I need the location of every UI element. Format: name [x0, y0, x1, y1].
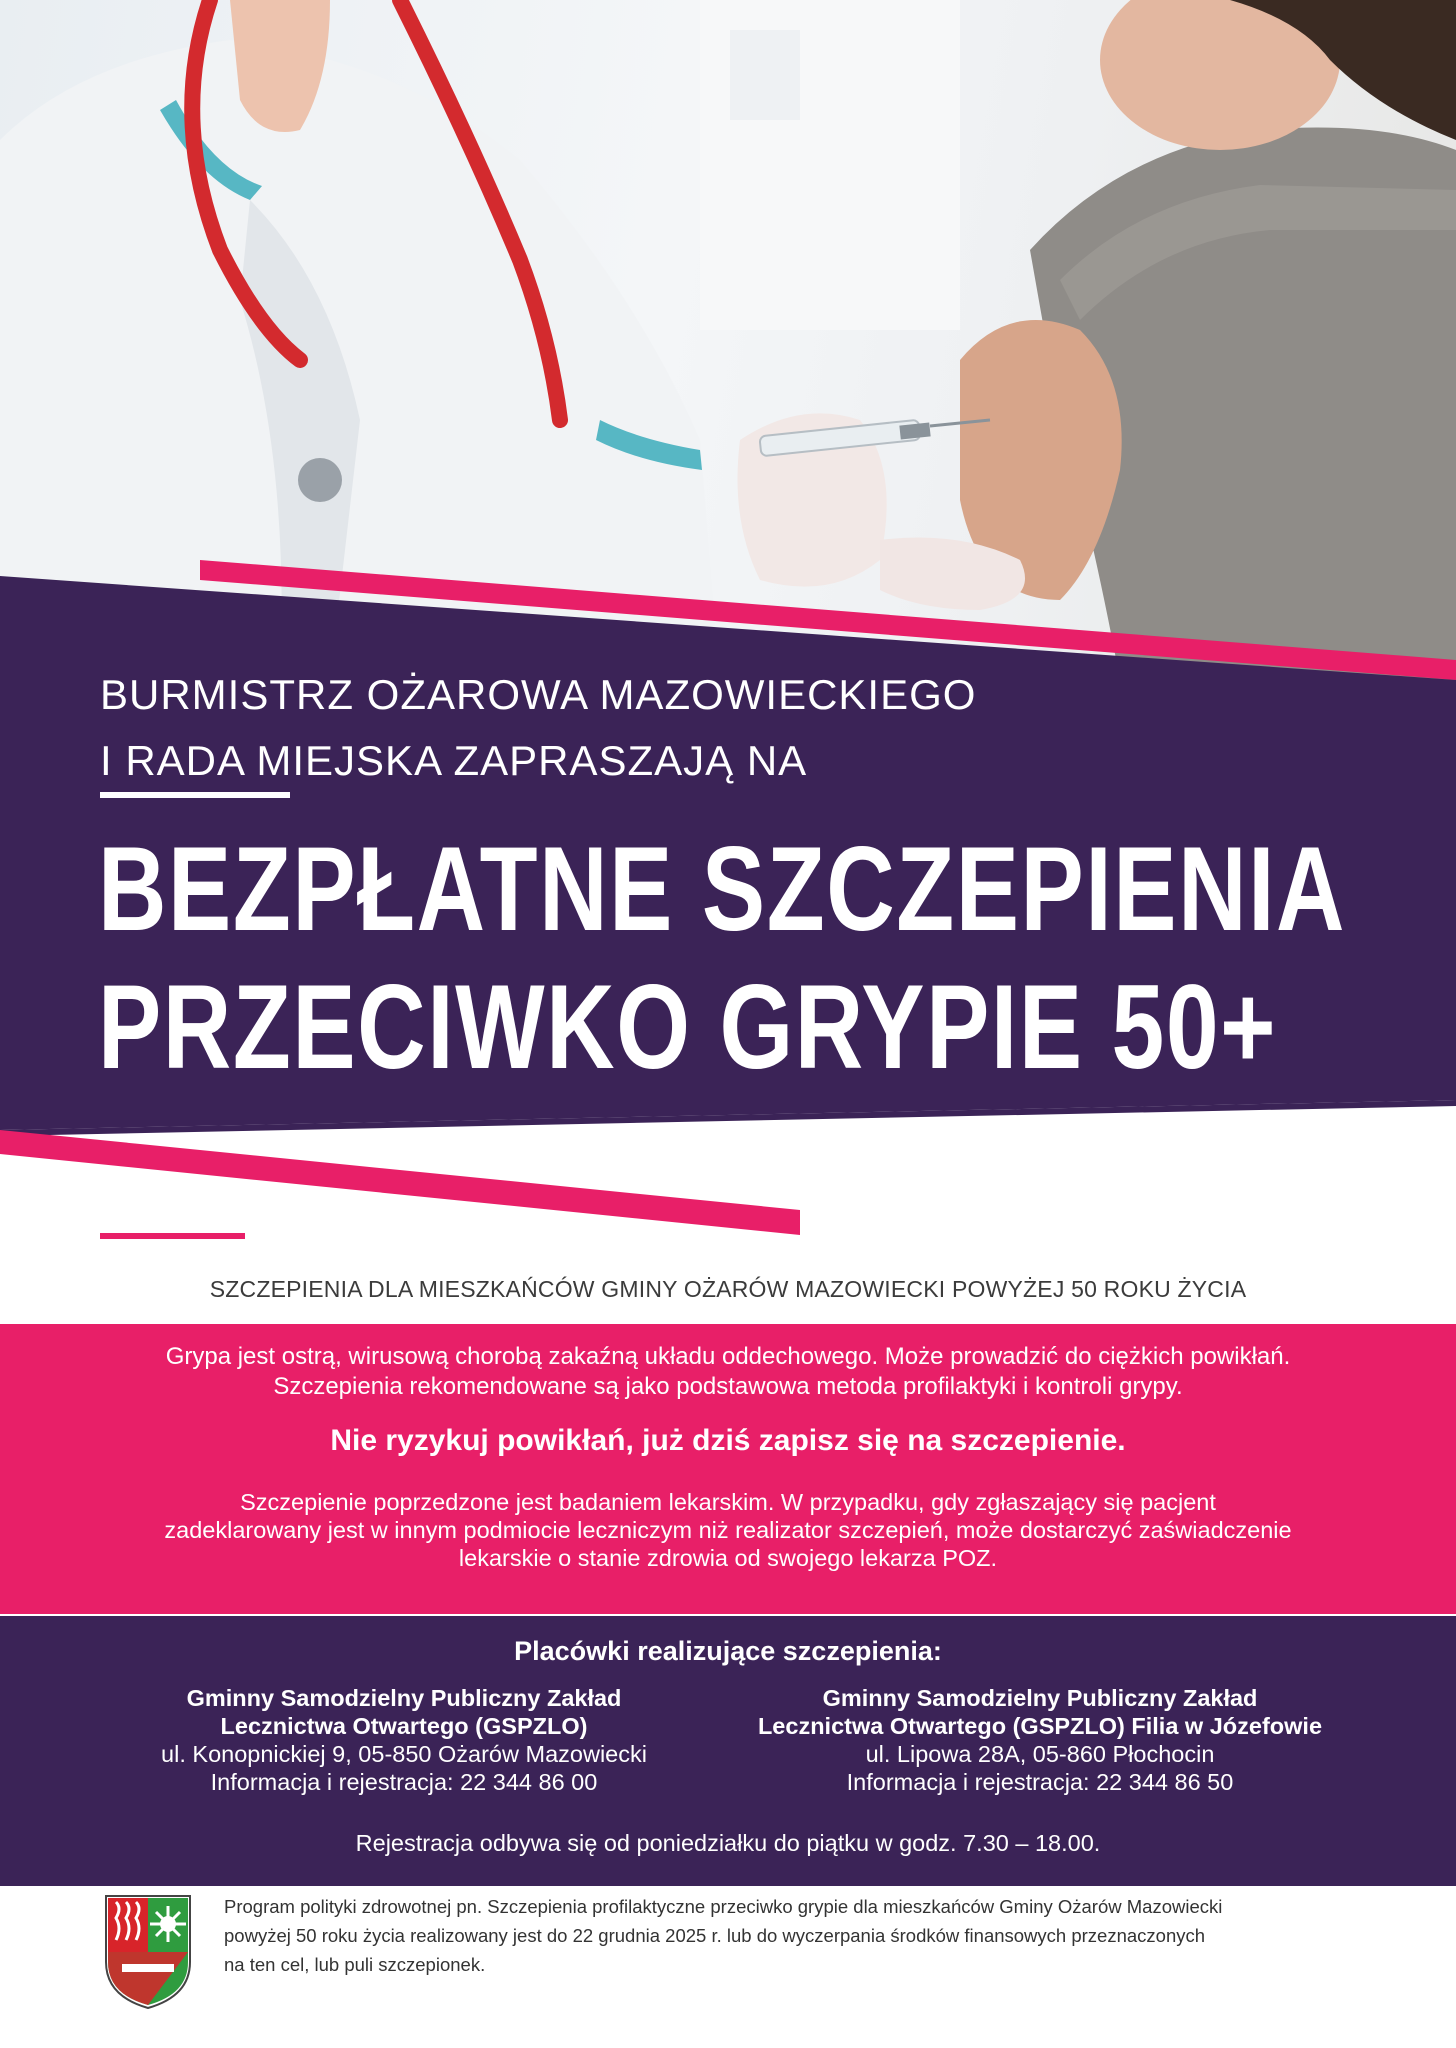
- facilities-section: [0, 1616, 1456, 1886]
- call-to-action: Nie ryzykuj powikłań, już dziś zapisz się na szczepienie.: [330, 1424, 1126, 1457]
- facility-name-line-2: Lecznictwa Otwartego (GSPZLO): [220, 1713, 588, 1739]
- registration-hours: Rejestracja odbywa się od poniedziałku do piątku w godz. 7.30 – 18.00.: [355, 1830, 1101, 1856]
- facility-phone: Informacja i rejestracja: 22 344 86 00: [210, 1769, 598, 1795]
- program-line-3: na ten cel, lub puli szczepionek.: [224, 1954, 486, 1975]
- program-disclaimer: [224, 1892, 1354, 1979]
- medical-exam-note: [90, 1488, 1366, 1572]
- note-line-3: lekarskie o stanie zdrowia od swojego lekarza POZ.: [458, 1545, 998, 1571]
- facility-name-line-1: Gminny Samodzielny Publiczny Zakład: [186, 1685, 622, 1711]
- organizers-line-2: I RADA MIEJSKA ZAPRASZAJĄ NA: [100, 737, 808, 784]
- main-title-line-2: PRZECIWKO GRYPIE 50+: [98, 960, 1278, 1094]
- target-group-subtitle: SZCZEPIENIA DLA MIESZKAŃCÓW GMINY OŻARÓW MAZOWIECKI POWYŻEJ 50 ROKU ŻYCIA: [209, 1276, 1247, 1302]
- flu-intro-line-2: Szczepienia rekomendowane są jako podstawowa metoda profilaktyki i kontroli grypy.: [273, 1373, 1183, 1400]
- facilities-title: Placówki realizujące szczepienia:: [514, 1636, 942, 1666]
- program-line-1: Program polityki zdrowotnej pn. Szczepienia profilaktyczne przeciwko grypie dla mieszkańców Gminy Ożarów Mazowiecki: [224, 1896, 1223, 1917]
- flu-intro-line-1: Grypa jest ostrą, wirusową chorobą zakaźną układu oddechowego. Może prowadzić do ciężkich powikłań.: [165, 1343, 1291, 1370]
- municipal-coat-of-arms-icon: [102, 1892, 194, 2012]
- facility-address: ul. Lipowa 28A, 05-860 Płochocin: [865, 1741, 1215, 1767]
- note-line-2: zadeklarowany jest w innym podmiocie leczniczym niż realizator szczepień, może dostarczyć zaświadczenie: [164, 1517, 1292, 1543]
- note-line-1: Szczepienie poprzedzone jest badaniem lekarskim. W przypadku, gdy zgłaszający się pacjent: [240, 1489, 1216, 1515]
- pink-divider: [100, 1233, 245, 1239]
- facility-name-line-1: Gminny Samodzielny Publiczny Zakład: [822, 1685, 1258, 1711]
- facility-address: ul. Konopnickiej 9, 05-850 Ożarów Mazowiecki: [161, 1741, 647, 1767]
- footer: [0, 1886, 1456, 2048]
- main-title-line-1: BEZPŁATNE SZCZEPIENIA: [98, 822, 1347, 956]
- main-title: [98, 820, 1346, 1096]
- program-line-2: powyżej 50 roku życia realizowany jest do 22 grudnia 2025 r. lub do wyczerpania środków finansowych przeznaczonych: [224, 1925, 1206, 1946]
- flu-intro: [60, 1342, 1396, 1402]
- facility-name-line-2: Lecznictwa Otwartego (GSPZLO) Filia w Józefowie: [757, 1713, 1323, 1739]
- heading-underline: [100, 792, 290, 798]
- info-section: [0, 1324, 1456, 1614]
- facility-phone: Informacja i rejestracja: 22 344 86 50: [846, 1769, 1234, 1795]
- organizers-heading: [100, 662, 976, 794]
- facility-jozefow: [720, 1684, 1360, 1796]
- organizers-line-1: BURMISTRZ OŻAROWA MAZOWIECKIEGO: [100, 671, 977, 718]
- facility-ozarow: [84, 1684, 724, 1796]
